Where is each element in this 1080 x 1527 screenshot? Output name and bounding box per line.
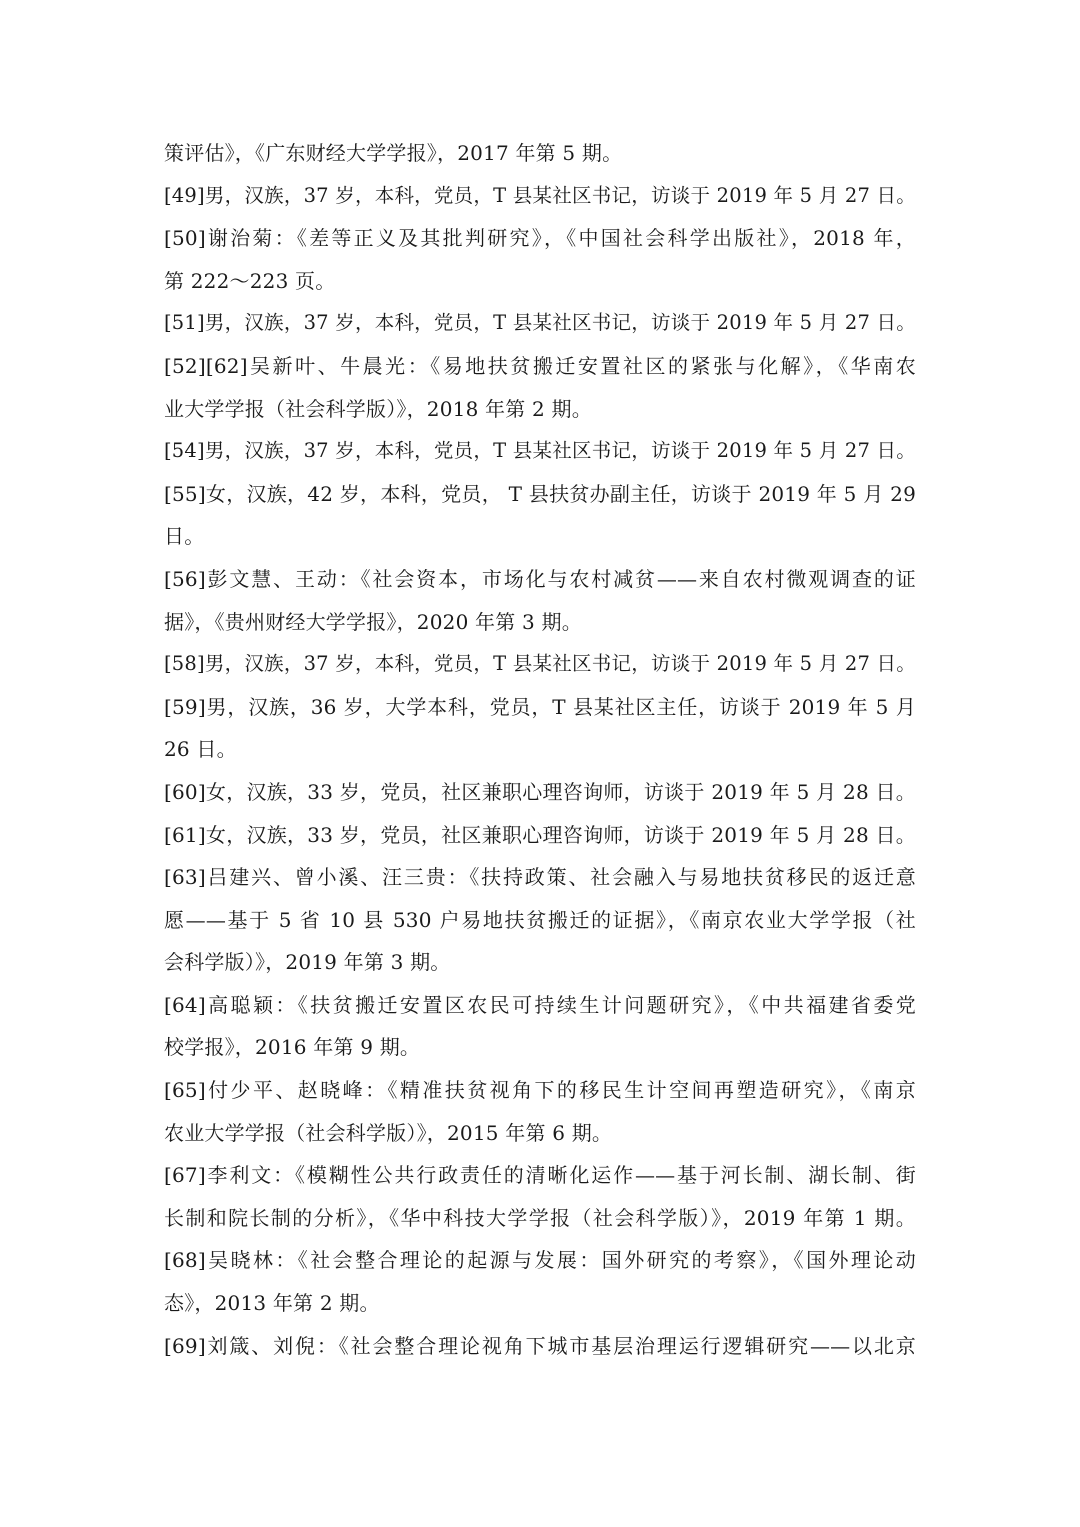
references-list: [164, 132, 916, 1367]
reference-line: [52][62]吴新叶、牛晨光：《易地扶贫搬迁安置社区的紧张与化解》，《华南农: [164, 353, 916, 378]
reference-line: [56]彭文慧、王动：《社会资本，市场化与农村减贫——来自农村微观调查的证: [164, 566, 916, 591]
reference-line: 农业大学学报（社会科学版）》，2015 年第 6 期。: [164, 1120, 613, 1145]
reference-line: 日。: [164, 524, 205, 549]
reference-line: 业大学学报（社会科学版）》，2018 年第 2 期。: [164, 396, 592, 421]
reference-line: [49]男，汉族，37 岁，本科，党员，T 县某社区书记，访谈于 2019 年 5 月 27 日。: [164, 183, 916, 207]
reference-line: [65]付少平、赵晓峰：《精准扶贫视角下的移民生计空间再塑造研究》，《南京: [164, 1078, 916, 1103]
reference-line: [68]吴晓林：《社会整合理论的起源与发展：国外研究的考察》，《国外理论动: [164, 1248, 916, 1273]
reference-line: [59]男，汉族，36 岁，大学本科，党员，T 县某社区主任，访谈于 2019 年 5 月: [164, 694, 916, 719]
reference-line: [63]吕建兴、曾小溪、汪三贵：《扶持政策、社会融入与易地扶贫移民的返迁意: [164, 865, 916, 890]
reference-line: [69]刘箴、刘倪：《社会整合理论视角下城市基层治理运行逻辑研究——以北京: [164, 1333, 916, 1358]
reference-line: [61]女，汉族，33 岁，党员，社区兼职心理咨询师，访谈于 2019 年 5 月 28 日。: [164, 822, 916, 847]
reference-line: 态》，2013 年第 2 期。: [164, 1291, 380, 1316]
reference-line: 26 日。: [164, 737, 237, 762]
reference-line: [51]男，汉族，37 岁，本科，党员，T 县某社区书记，访谈于 2019 年 5 月 27 日。: [164, 311, 916, 335]
reference-line: 长制和院长制的分析》，《华中科技大学学报（社会科学版）》，2019 年第 1 期。: [164, 1205, 916, 1230]
reference-line: 第 222～223 页。: [164, 268, 336, 293]
reference-line: [60]女，汉族，33 岁，党员，社区兼职心理咨询师，访谈于 2019 年 5 月 28 日。: [164, 779, 916, 804]
reference-line: [54]男，汉族，37 岁，本科，党员，T 县某社区书记，访谈于 2019 年 5 月 27 日。: [164, 439, 916, 463]
reference-line: [67]李利文：《模糊性公共行政责任的清晰化运作——基于河长制、湖长制、街: [164, 1163, 916, 1188]
reference-line: [50]谢治菊：《差等正义及其批判研究》，《中国社会科学出版社》，2018 年，: [164, 226, 916, 251]
reference-line: 会科学版）》，2019 年第 3 期。: [164, 950, 451, 975]
reference-line: 愿——基于 5 省 10 县 530 户易地扶贫搬迁的证据》，《南京农业大学学报（社: [164, 907, 916, 932]
reference-line: 据》，《贵州财经大学学报》，2020 年第 3 期。: [164, 609, 582, 634]
reference-line: [55]女，汉族，42 岁，本科，党员， T 县扶贫办副主任，访谈于 2019 年 5 月 29: [164, 481, 916, 506]
reference-line: [64]高聪颖：《扶贫搬迁安置区农民可持续生计问题研究》，《中共福建省委党: [164, 992, 916, 1017]
reference-line: 策评估》，《广东财经大学学报》，2017 年第 5 期。: [164, 141, 623, 165]
reference-line: [58]男，汉族，37 岁，本科，党员，T 县某社区书记，访谈于 2019 年 5 月 27 日。: [164, 652, 916, 676]
reference-line: 校学报》，2016 年第 9 期。: [164, 1035, 421, 1060]
